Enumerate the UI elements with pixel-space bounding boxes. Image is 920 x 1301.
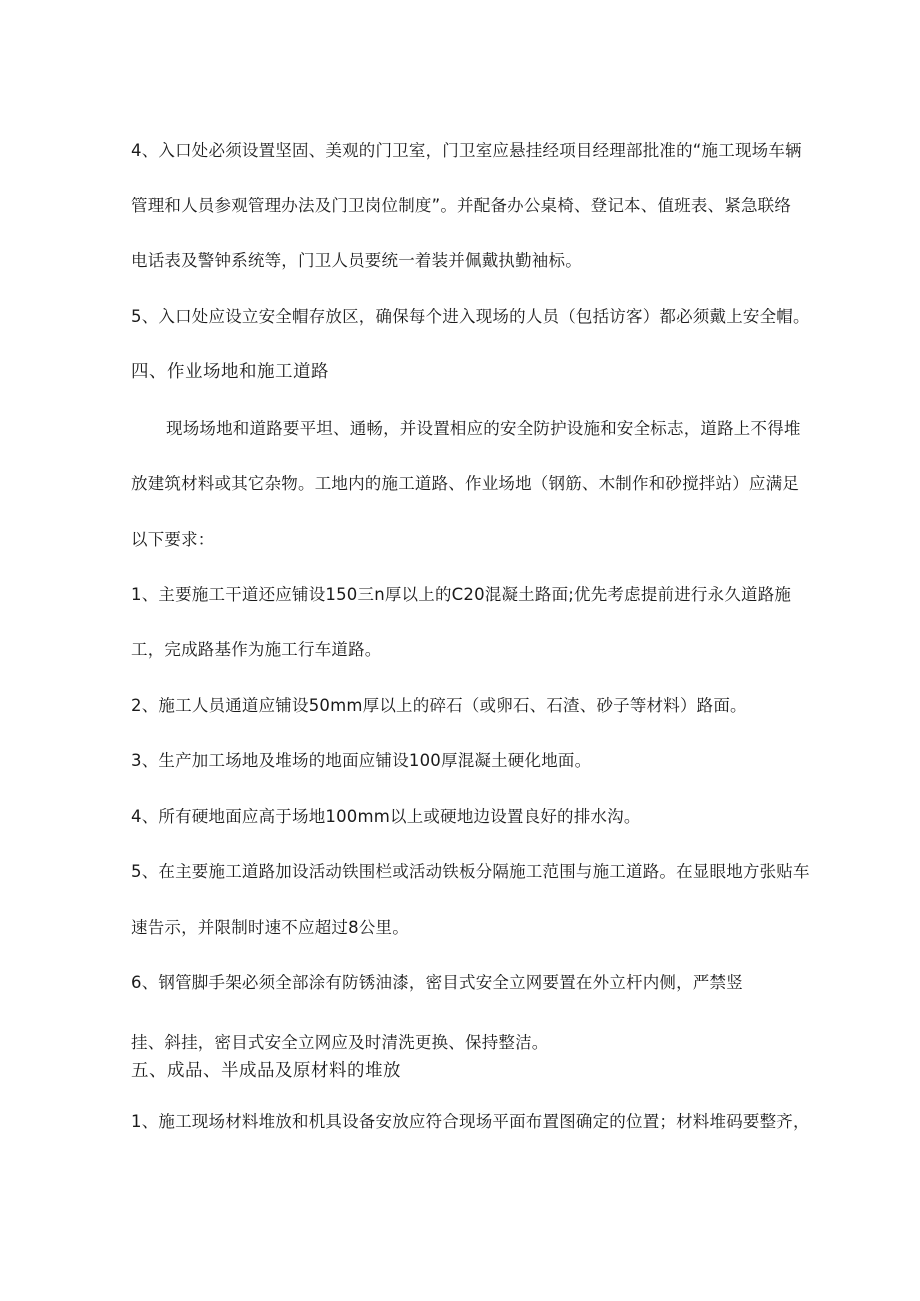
paragraph-line: 5、入口处应设立安全帽存放区，确保每个进入现场的人员（包括访客）都必须戴上安全帽。	[131, 307, 810, 326]
paragraph-line: 管理和人员参观管理办法及门卫岗位制度”。并配备办公桌椅、登记本、值班表、紧急联络	[131, 196, 792, 215]
paragraph-line: 现场场地和道路要平坦、通畅，并设置相应的安全防护设施和安全标志，道路上不得堆	[166, 419, 801, 438]
paragraph-line: 3、生产加工场地及堆场的地面应铺设100厚混凝土硬化地面。	[131, 751, 592, 770]
paragraph-line: 4、所有硬地面应高于场地100mm以上或硬地边设置良好的排水沟。	[131, 807, 641, 826]
paragraph-line: 以下要求：	[131, 530, 215, 549]
paragraph-line: 6、钢管脚手架必须全部涂有防锈油漆，密目式安全立网要置在外立杆内侧，严禁竖	[131, 973, 743, 992]
paragraph-line: 电话表及警钟系统等，门卫人员要统一着装并佩戴执勤袖标。	[131, 251, 582, 270]
paragraph-line: 挂、斜挂，密目式安全立网应及时清洗更换、保持整洁。	[131, 1033, 549, 1052]
paragraph-line: 工，完成路基作为施工行车道路。	[131, 640, 382, 659]
paragraph-line: 放建筑材料或其它杂物。工地内的施工道路、作业场地（钢筋、木制作和砂搅拌站）应满足	[131, 474, 799, 493]
paragraph-line: 2、施工人员通道应铺设50mm厚以上的碎石（或卵石、石渣、砂子等材料）路面。	[131, 696, 747, 715]
section-heading-5: 五、成品、半成品及原材料的堆放	[131, 1061, 401, 1081]
paragraph-line: 4、入口处必须设置坚固、美观的门卫室，门卫室应悬挂经项目经理部批准的“施工现场车辆	[131, 141, 802, 160]
paragraph-line: 速告示，并限制时速不应超过8公里。	[131, 918, 409, 937]
paragraph-line: 1、主要施工干道还应铺设150三n厚以上的C20混凝土路面;优先考虑提前进行永久道路施	[131, 585, 792, 604]
section-heading-4: 四、作业场地和施工道路	[131, 362, 329, 382]
paragraph-line: 1、施工现场材料堆放和机具设备安放应符合现场平面布置图确定的位置；材料堆码要整齐，	[131, 1112, 810, 1131]
paragraph-line: 5、在主要施工道路加设活动铁围栏或活动铁板分隔施工范围与施工道路。在显眼地方张贴车	[131, 862, 810, 881]
